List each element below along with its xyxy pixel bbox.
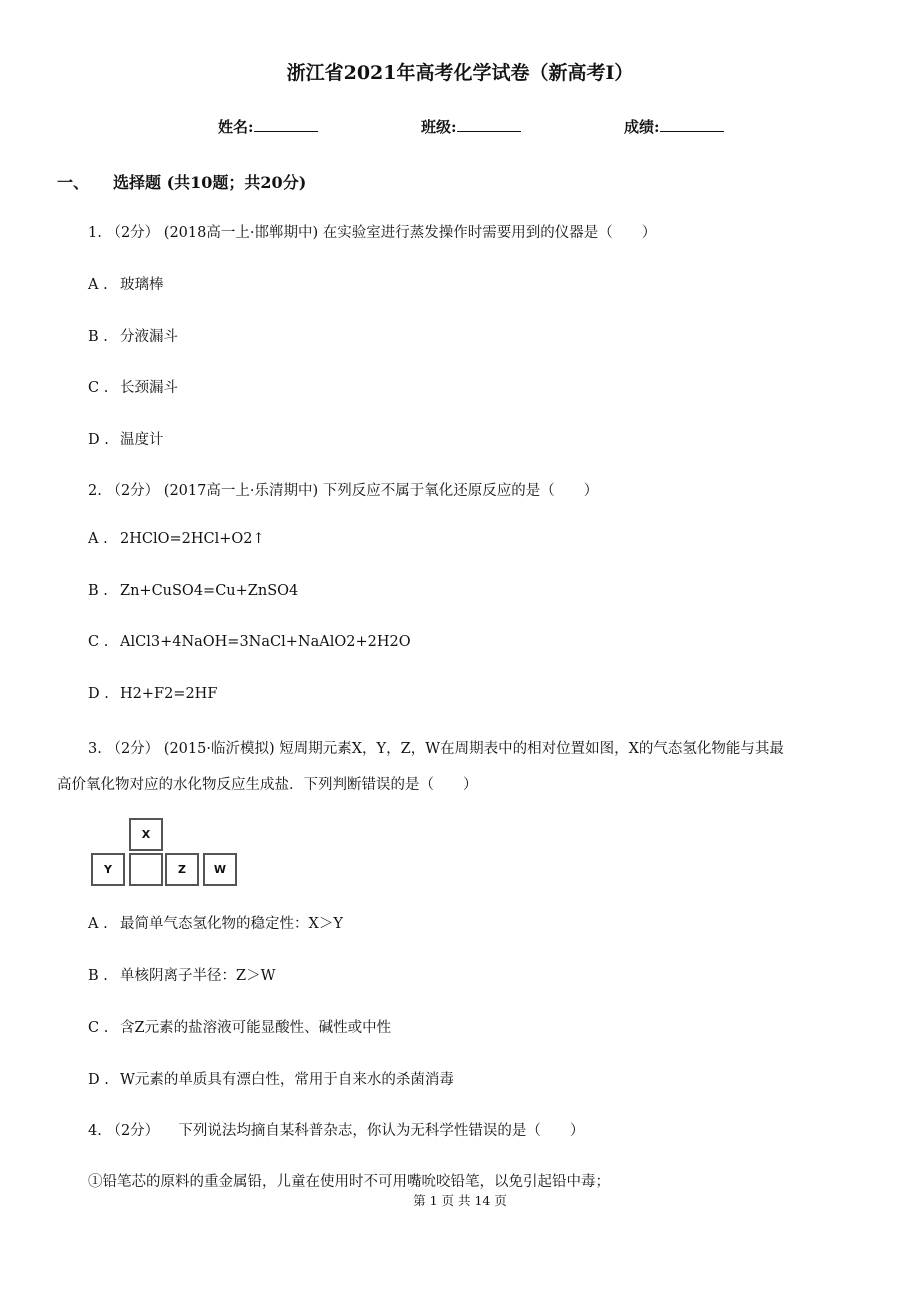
question-points: （2分） — [106, 741, 160, 757]
class-field — [421, 116, 521, 137]
name-field — [218, 116, 318, 137]
option-label: A . — [88, 531, 108, 547]
option-label: A . — [88, 916, 108, 932]
option-text: H2+F2=2HF — [120, 686, 218, 702]
score-field — [624, 116, 724, 137]
option-text: 温度计 — [120, 432, 164, 448]
q1-option-c — [88, 376, 178, 397]
name-blank — [254, 117, 318, 132]
option-label: B . — [88, 968, 108, 984]
option-text: AlCl3+4NaOH=3NaCl+NaAlO2+2H2O — [120, 634, 411, 650]
question-number: 3. — [88, 741, 102, 757]
q3-option-a — [88, 912, 343, 933]
question-3 — [88, 737, 784, 758]
cell-x: X — [129, 818, 163, 851]
option-label: D . — [88, 1072, 109, 1088]
q1-option-b — [88, 325, 178, 346]
q3-option-b — [88, 964, 275, 985]
option-label: C . — [88, 380, 109, 396]
q3-option-d — [88, 1068, 454, 1089]
option-label: B . — [88, 329, 108, 345]
section-header — [57, 170, 306, 193]
score-blank — [660, 117, 724, 132]
question-source: (2015·临沂模拟) — [163, 741, 275, 757]
cell-y: Y — [91, 853, 125, 886]
question-4 — [88, 1119, 584, 1140]
q1-option-d — [88, 428, 164, 449]
q1-option-a — [88, 273, 164, 294]
option-text: 2HClO=2HCl+O2↑ — [120, 531, 265, 547]
option-text: 分液漏斗 — [120, 329, 178, 345]
page-footer: 第 1 页 共 14 页 — [413, 1193, 507, 1208]
page-title: 浙江省2021年高考化学试卷（新高考I） — [286, 62, 634, 84]
option-label: D . — [88, 432, 109, 448]
option-label: C . — [88, 1020, 109, 1036]
q2-option-b — [88, 583, 298, 599]
section-title: 选择题 (共10题；共20分) — [113, 173, 307, 192]
option-label: B . — [88, 583, 108, 599]
question-number: 1. — [88, 225, 102, 241]
question-1 — [88, 221, 656, 242]
question-stem: 在实验室进行蒸发操作时需要用到的仪器是（ ） — [322, 225, 657, 241]
class-blank — [457, 117, 521, 132]
option-text: 长颈漏斗 — [120, 380, 178, 396]
question-points: （2分） — [106, 483, 160, 499]
class-label: 班级: — [421, 118, 457, 136]
option-label: A . — [88, 277, 108, 293]
question-points: （2分） — [106, 225, 160, 241]
periodic-table-figure — [91, 818, 243, 890]
question-source: (2018高一上·邯郸期中) — [163, 225, 319, 241]
q2-option-a — [88, 531, 265, 547]
option-text: Zn+CuSO4=Cu+ZnSO4 — [120, 583, 299, 599]
score-label: 成绩: — [624, 118, 660, 136]
option-label: D . — [88, 686, 109, 702]
question-3-stem-continued: 高价氧化物对应的水化物反应生成盐．下列判断错误的是（ ） — [57, 777, 478, 793]
cell-w: W — [203, 853, 237, 886]
question-stem: 短周期元素X，Y，Z，W在周期表中的相对位置如图，X的气态氢化物能与其最 — [279, 741, 784, 757]
question-stem: 下列说法均摘自某科普杂志，你认为无科学性错误的是（ ） — [178, 1123, 585, 1139]
option-text: 含Z元素的盐溶液可能显酸性、碱性或中性 — [120, 1020, 392, 1036]
q3-option-c — [88, 1016, 391, 1037]
option-text: 最简单气态氢化物的稳定性：X＞Y — [120, 916, 343, 932]
name-label: 姓名: — [218, 118, 254, 136]
question-stem: 下列反应不属于氧化还原反应的是（ ） — [322, 483, 599, 499]
question-number: 4. — [88, 1123, 102, 1139]
cell-empty — [129, 853, 163, 886]
q2-option-d — [88, 686, 217, 702]
section-number: 一、 — [57, 173, 90, 192]
option-text: 玻璃棒 — [120, 277, 164, 293]
question-number: 2. — [88, 483, 102, 499]
question-source: (2017高一上·乐清期中) — [163, 483, 319, 499]
question-2 — [88, 479, 598, 500]
question-points: （2分） — [106, 1123, 160, 1139]
option-text: W元素的单质具有漂白性，常用于自来水的杀菌消毒 — [120, 1072, 454, 1088]
q2-option-c — [88, 634, 411, 650]
option-label: C . — [88, 634, 109, 650]
q4-statement-1: ①铅笔芯的原料的重金属铅，儿童在使用时不可用嘴吮咬铅笔，以免引起铅中毒； — [88, 1174, 610, 1190]
cell-z: Z — [165, 853, 199, 886]
option-text: 单核阴离子半径：Z＞W — [120, 968, 276, 984]
